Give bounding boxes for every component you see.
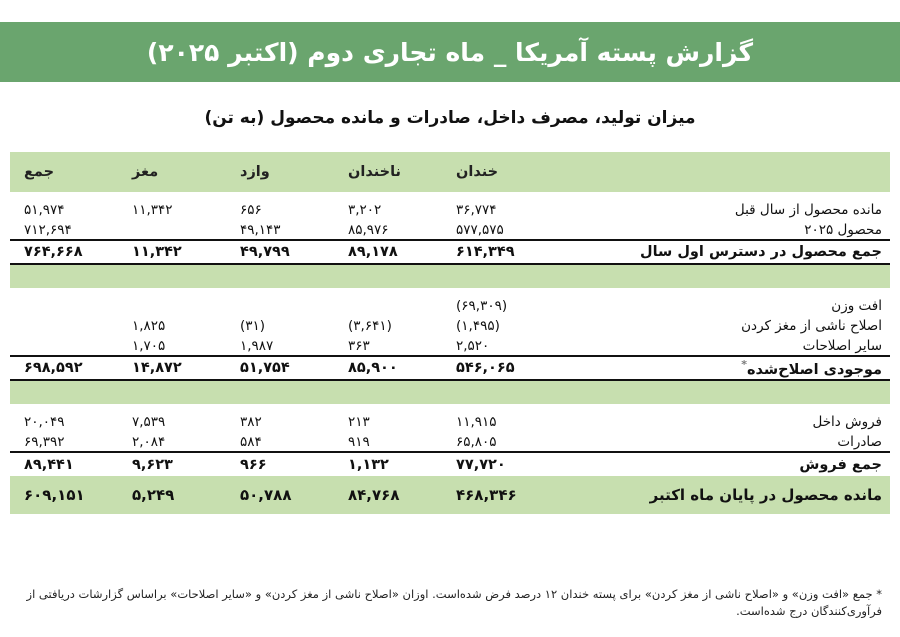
cell-khandan: ۳۶,۷۷۴	[456, 202, 497, 218]
cell-vazd: ۵۰,۷۸۸	[240, 486, 292, 504]
col-header-nakhandan: ناخندان	[348, 164, 401, 180]
cell-vazd: ۴۹,۱۴۳	[240, 221, 281, 238]
table-subtitle: میزان تولید، مصرف داخل، صادرات و مانده محصول (به تن)	[204, 108, 696, 128]
final-balance-row	[10, 476, 890, 514]
cell-total: ۶۰۹,۱۵۱	[24, 486, 85, 504]
cell-nakhandan: ۸۵,۹۰۰	[334, 356, 442, 380]
cell-vazd: ۶۵۶	[240, 202, 262, 218]
col-header-total: جمع	[24, 164, 55, 180]
row-label: صادرات	[837, 433, 882, 450]
cell-maghz	[118, 296, 226, 316]
cell-khandan: ۶۱۴,۳۴۹	[442, 240, 550, 264]
row-label-text: موجودی اصلاح‌شده	[746, 361, 882, 378]
row-label: جمع فروش	[550, 452, 890, 476]
cell-vazd: ۵۸۴	[240, 433, 262, 450]
cell-nakhandan: ۳۶۳	[348, 337, 370, 354]
cell-vazd: (۳۱)	[240, 318, 266, 334]
cell-khandan: ۲,۵۲۰	[456, 337, 490, 354]
cell-khandan: ۷۷,۷۲۰	[442, 452, 550, 476]
report-title: گزارش پسته آمریکا _ ماه تجاری دوم (اکتبر ۲۰۲۵)	[146, 37, 754, 67]
band-spacer	[10, 264, 890, 288]
cell-maghz: ۱,۷۰۵	[132, 337, 166, 354]
cell-nakhandan: ۲۱۳	[348, 414, 370, 430]
cell-maghz: ۹,۶۲۳	[118, 452, 226, 476]
pistachio-table	[10, 152, 890, 514]
cell-total	[10, 296, 118, 316]
cell-nakhandan: ۹۱۹	[348, 433, 370, 450]
col-header-khandan: خندان	[456, 164, 499, 180]
cell-vazd: ۵۱,۷۵۴	[226, 356, 334, 380]
cell-nakhandan: ۸۴,۷۶۸	[348, 486, 400, 504]
subtotal-row	[10, 240, 890, 264]
row-label	[550, 356, 890, 380]
row-label: فروش داخل	[812, 414, 882, 430]
cell-vazd: ۱,۹۸۷	[240, 337, 274, 354]
table-row	[10, 336, 890, 356]
cell-nakhandan	[334, 296, 442, 316]
col-header-vazd: وازد	[240, 164, 270, 180]
cell-khandan: (۶۹,۳۰۹)	[456, 298, 508, 314]
cell-total: ۷۱۲,۶۹۴	[24, 221, 72, 238]
row-label: اصلاح ناشی از مغز کردن	[741, 318, 882, 334]
table-row	[10, 200, 890, 220]
cell-total: ۸۹,۴۴۱	[10, 452, 118, 476]
col-header-maghz: مغز	[132, 164, 159, 180]
title-banner	[0, 22, 900, 82]
cell-maghz	[118, 220, 226, 240]
subtotal-row	[10, 452, 890, 476]
cell-vazd	[226, 296, 334, 316]
cell-vazd: ۴۹,۷۹۹	[226, 240, 334, 264]
table-row	[10, 316, 890, 336]
footnote: * جمع «افت وزن» و «اصلاح ناشی از مغز کردن» برای پسته خندان ۱۲ درصد فرض شده‌است. اوزان «اصلاح ناشی از مغز کردن» و «سایر اصلاحات» براساس گزارشات دریافتی از فرآوری‌کنندگان درج شده‌است.	[26, 587, 882, 618]
cell-nakhandan: ۸۵,۹۷۶	[348, 221, 389, 238]
cell-maghz: ۱۱,۳۴۲	[132, 202, 173, 218]
cell-vazd: ۳۸۲	[240, 414, 262, 430]
table-row	[10, 220, 890, 240]
cell-khandan: ۱۱,۹۱۵	[456, 414, 497, 430]
cell-maghz: ۲,۰۸۴	[132, 433, 166, 450]
cell-nakhandan: (۳,۶۴۱)	[348, 318, 392, 334]
cell-total: ۲۰,۰۴۹	[24, 414, 65, 430]
row-label: سایر اصلاحات	[802, 337, 882, 354]
footnote-marker: *	[741, 358, 747, 372]
cell-nakhandan: ۸۹,۱۷۸	[334, 240, 442, 264]
row-label: افت وزن	[831, 298, 882, 314]
cell-maghz: ۷,۵۳۹	[132, 414, 166, 430]
table-row	[10, 412, 890, 432]
row-label: جمع محصول در دسترس اول سال	[550, 240, 890, 264]
cell-maghz: ۱۴,۸۷۲	[118, 356, 226, 380]
cell-total: ۵۱,۹۷۴	[24, 202, 65, 218]
cell-khandan: ۴۶۸,۳۴۶	[456, 486, 517, 504]
band-spacer	[10, 380, 890, 404]
row-label: محصول ۲۰۲۵	[804, 221, 882, 238]
table-header-row	[10, 152, 890, 192]
table-row	[10, 296, 890, 316]
table-row	[10, 432, 890, 452]
cell-khandan: ۵۷۷,۵۷۵	[456, 221, 504, 238]
cell-maghz: ۱۱,۳۴۲	[118, 240, 226, 264]
cell-total: ۷۶۴,۶۶۸	[10, 240, 118, 264]
cell-nakhandan: ۱,۱۳۲	[334, 452, 442, 476]
cell-maghz: ۱,۸۲۵	[132, 318, 166, 334]
row-label: مانده محصول در پایان ماه اکتبر	[649, 486, 882, 504]
cell-total: ۶۹,۳۹۲	[24, 433, 65, 450]
cell-nakhandan: ۳,۲۰۲	[348, 202, 382, 218]
cell-total: ۶۹۸,۵۹۲	[10, 356, 118, 380]
cell-total	[10, 336, 118, 356]
row-label: مانده محصول از سال قبل	[734, 202, 882, 218]
cell-maghz: ۵,۲۴۹	[132, 486, 175, 504]
cell-vazd: ۹۶۶	[226, 452, 334, 476]
cell-khandan: ۶۵,۸۰۵	[456, 433, 497, 450]
cell-total	[10, 316, 118, 336]
cell-khandan: ۵۴۶,۰۶۵	[442, 356, 550, 380]
cell-khandan: (۱,۴۹۵)	[456, 318, 500, 334]
header-label-cell	[550, 152, 890, 192]
subtotal-row	[10, 356, 890, 380]
